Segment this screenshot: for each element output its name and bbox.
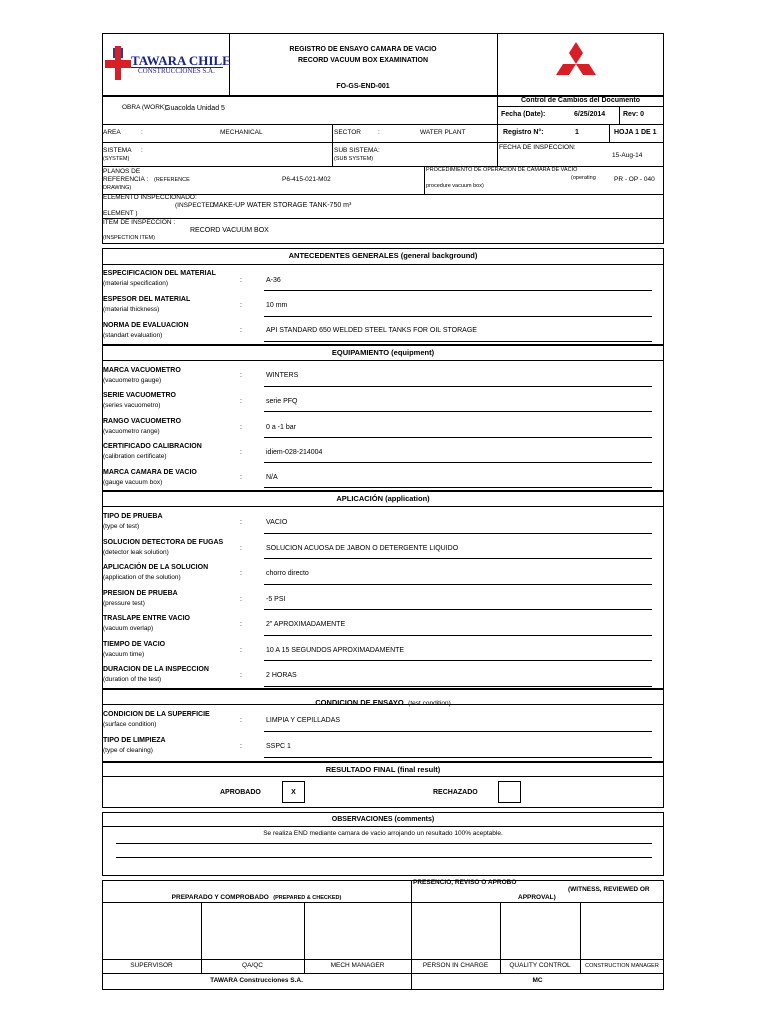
surface-condition-label: CONDICION DE LA SUPERFICIE [103,711,210,718]
norma-colon: : [240,327,242,334]
gauge-series-colon: : [240,398,242,405]
gauge-range-sub: (vacuometro range) [103,428,160,435]
cleaning-type-label: TIPO DE LIMPIEZA [103,737,166,744]
calibration-label: CERTIFICADO CALIBRACION [103,443,202,450]
inspection-duration-colon: : [240,672,242,679]
test-type-sub: (type of test) [103,523,140,530]
vertical-rule [332,124,333,166]
planos-label-1: PLANOS DE [103,168,141,175]
subsistema-label: SUB SISTEMA [334,147,378,154]
company-name: TAWARA CHILE [131,53,231,68]
rule [264,686,652,687]
rev-divider [619,106,620,124]
rule [264,635,652,636]
rule [264,487,652,488]
subsistema-colon: : [378,147,380,154]
proc-label-1b: (operating [571,175,596,181]
test-pressure-sub: (pressure test) [103,600,145,607]
solution-application-label: APLICACIÓN DE LA SOLUCION [103,564,209,571]
vacuum-overlap-colon: : [240,621,242,628]
proc-label-1: PROCEDIMIENTO DE OPERACION DE CAMARA DE VACIO [426,167,578,173]
planos-label-2b: (REFERENCE [154,177,190,183]
vacuum-time-sub: (vacuum time) [103,651,145,658]
prepared-title-sub: (PREPARED & CHECKED) [273,895,342,901]
aprobado-label: APROBADO [220,789,261,796]
leak-solution-colon: : [240,545,242,552]
resultado-title: RESULTADO FINAL (final result) [325,765,441,774]
rule [264,609,652,610]
rule [264,558,652,559]
sistema-label: SISTEMA [103,147,132,154]
subsistema-sub: (SUB SYSTEM) [334,156,374,162]
equipamiento-title: EQUIPAMIENTO (equipment) [331,348,435,357]
vacuum-overlap-value: 2" APROXIMADAMENTE [266,621,346,628]
gauge-brand-value: WINTERS [266,372,299,379]
test-type-colon: : [240,519,242,526]
norma-value: API STANDARD 650 WELDED STEEL TANKS FOR OIL STORAGE [266,327,477,334]
antecedentes-title: ANTECEDENTES GENERALES (general background) [288,251,478,260]
leak-solution-value: SOLUCION ACUOSA DE JABON O DETERGENTE LIQUIDO [266,545,459,552]
area-label: AREA [103,129,121,136]
vacuum-box-brand-sub: (gauge vacuum box) [103,479,163,486]
role-qaqc: QA/QC [242,962,263,969]
vacuum-box-brand-colon: : [240,474,242,481]
rule [102,166,664,167]
obra-value: Guacolda Unidad 5 [165,105,225,112]
norma-sub: (standart evaluation) [103,332,163,339]
gauge-brand-label: MARCA VACUOMETRO [103,367,181,374]
tawara-logo [105,46,231,82]
observaciones-title: OBSERVACIONES (comments) [331,816,435,823]
doc-title-es: REGISTRO DE ENSAYO CAMARA DE VACIO [289,46,437,53]
header-divider-right [497,33,498,96]
role-quality-control: QUALITY CONTROL [509,962,571,969]
leak-solution-label: SOLUCION DETECTORA DE FUGAS [103,539,224,546]
fecha-insp-label: FECHA DE INSPECCION: [499,144,576,151]
right-company: MC [532,977,543,984]
company-subname: CONSTRUCCIONES S.A. [138,67,215,75]
vacuum-box-brand-value: N/A [266,474,278,481]
surface-condition-sub: (surface condition) [103,721,157,728]
planos-value: P6-415-021-M02 [282,176,331,183]
area-colon: : [141,129,143,136]
rule [264,411,652,412]
rule [116,857,652,858]
rule [102,124,664,125]
item-sub: (INSPECTION ITEM) [103,235,155,241]
solution-application-value: chorro directo [266,570,309,577]
leak-solution-sub: (detector leak solution) [103,549,169,556]
gauge-brand-sub: (vacuometro gauge) [103,377,162,384]
registro-value: 1 [575,129,579,136]
rule [264,731,652,732]
prepared-title [102,887,411,903]
test-pressure-label: PRESION DE PRUEBA [103,590,178,597]
cleaning-type-value: SSPC 1 [266,743,291,750]
rule [264,533,652,534]
test-pressure-colon: : [240,596,242,603]
vacuum-time-value: 10 A 15 SEGUNDOS APROXIMADAMENTE [266,647,405,654]
rechazado-label: RECHAZADO [433,789,478,796]
observaciones-text: Se realiza END mediante camara de vacio arrojando un resultado 100% aceptable. [263,830,503,837]
elemento-label-2: (INSPECTED [175,202,215,209]
rule [264,757,652,758]
calibration-value: idiem-028-214004 [266,449,323,456]
rule [102,264,664,265]
planos-label-3: DRAWING) [103,185,132,191]
sistema-sub: (SYSTEM) [103,156,130,162]
cleaning-type-colon: : [240,743,242,750]
elemento-value: MAKE-UP WATER STORAGE TANK-750 m³ [213,202,352,209]
elemento-label-3: ELEMENT ) [103,210,138,217]
witness-title-3: APPROVAL) [518,894,556,901]
rule [264,341,652,342]
rule [264,290,652,291]
thickness-sub: (material thickness) [103,306,160,313]
hoja-label: HOJA 1 DE 1 [614,129,657,136]
fecha-value: 6/25/2014 [574,111,606,118]
solution-application-sub: (application of the solution) [103,574,181,581]
test-pressure-value: -5 PSI [266,596,286,603]
calibration-sub: (calibration certificate) [103,453,167,460]
vertical-rule [497,124,498,166]
gauge-brand-colon: : [240,372,242,379]
spec-value: A-36 [266,277,281,284]
fecha-insp-value: 15-Aug-14 [612,152,643,159]
inspection-duration-sub: (duration of the test) [103,676,162,683]
doc-title-en: RECORD VACUUM BOX EXAMINATION [297,57,429,64]
sector-value: WATER PLANT [420,129,466,136]
gauge-range-colon: : [240,424,242,431]
solution-application-colon: : [240,570,242,577]
planos-label-2: REFERENCIA : [103,176,149,183]
rule [102,142,664,143]
obra-label: OBRA (WORK): [122,104,169,111]
cleaning-type-sub: (type of cleaning) [103,747,153,754]
calibration-colon: : [240,449,242,456]
sector-colon: : [378,129,380,136]
rechazado-checkbox[interactable] [498,781,521,803]
rule [264,316,652,317]
gauge-series-sub: (series vacuometro) [103,402,161,409]
gauge-series-label: SERIE VACUOMETRO [103,392,176,399]
rule [116,843,652,844]
inspection-duration-label: DURACION DE LA INSPECCION [103,666,209,673]
condicion-title [102,693,664,709]
elemento-label-1: ELEMENTO INSPECCIONADO: [103,194,197,201]
rule [102,360,664,361]
test-type-label: TIPO DE PRUEBA [103,513,163,520]
sistema-colon: : [141,147,143,154]
proc-label-2: procedure vacuum box) [426,183,484,189]
registro-label: Registro N°: [503,129,544,136]
rule [102,218,664,219]
form-code: FO-GS-END-001 [336,83,390,90]
surface-condition-colon: : [240,717,242,724]
rule [264,386,652,387]
role-construction-manager: CONSTRUCTION MANAGER [585,963,659,969]
rule [102,776,664,777]
vacuum-time-label: TIEMPO DE VACIO [103,641,166,648]
inspection-duration-value: 2 HORAS [266,672,297,679]
proc-value: PR - OP - 040 [614,176,655,183]
fecha-label: Fecha (Date): [501,111,546,118]
aprobado-checkbox[interactable] [282,781,305,803]
vacuum-overlap-sub: (vacuum overlap) [103,625,154,632]
left-company: TAWARA Construcciones S.A. [210,977,303,984]
project-frame [102,96,664,244]
thickness-label: ESPESOR DEL MATERIAL [103,296,191,303]
rule [497,106,664,107]
gauge-series-value: serie PFQ [266,398,298,405]
rule [102,973,664,974]
vertical-rule [609,124,610,142]
spec-colon: : [240,277,242,284]
gauge-range-label: RANGO VACUOMETRO [103,418,182,425]
spec-label: ESPECIFICACION DEL MATERIAL [103,270,216,277]
rule [264,660,652,661]
role-supervisor: SUPERVISOR [130,962,173,969]
logo-underline [131,67,223,68]
vertical-rule [424,166,425,194]
prepared-title-main: PREPARADO Y COMPROBADO [171,894,269,901]
doc-control-label: Control de Cambios del Documento [520,97,640,104]
vacuum-overlap-label: TRASLAPE ENTRE VACIO [103,615,190,622]
rev-label: Rev: 0 [623,111,645,118]
vertical-rule [580,902,581,973]
three-diamonds-icon [544,42,608,86]
thickness-colon: : [240,302,242,309]
role-mech-manager: MECH MANAGER [330,962,385,969]
spec-sub: (material specification) [103,280,169,287]
condicion-title-main: CONDICION DE ENSAYO [315,698,404,707]
vacuum-time-colon: : [240,647,242,654]
sector-label: SECTOR [334,129,361,136]
three-diamonds-logo [544,42,608,86]
role-person-in-charge: PERSON IN CHARGE [422,962,489,969]
witness-title-1: PRESENCIO, REVISO O APROBO [413,879,517,886]
norma-label: NORMA DE EVALUACION [103,322,189,329]
area-value: MECHANICAL [220,129,263,136]
gauge-range-value: 0 a -1 bar [266,424,296,431]
aplicacion-title: APLICACIÓN (application) [336,494,430,503]
rule [102,506,664,507]
thickness-value: 10 mm [266,302,288,309]
test-type-value: VACIO [266,519,288,526]
condicion-title-sub: (test condition) [408,700,451,707]
rule [102,826,664,827]
rule [264,437,652,438]
aprobado-mark: X [291,789,296,796]
item-value: RECORD VACUUM BOX [190,227,269,234]
surface-condition-value: LIMPIA Y CEPILLADAS [266,717,341,724]
item-label: ITEM DE INSPECCION : [103,219,176,226]
witness-title-2: (WITNESS, REVIEWED OR [568,886,650,893]
vacuum-box-brand-label: MARCA CAMARA DE VACIO [103,469,197,476]
rule [264,584,652,585]
rule [264,462,652,463]
